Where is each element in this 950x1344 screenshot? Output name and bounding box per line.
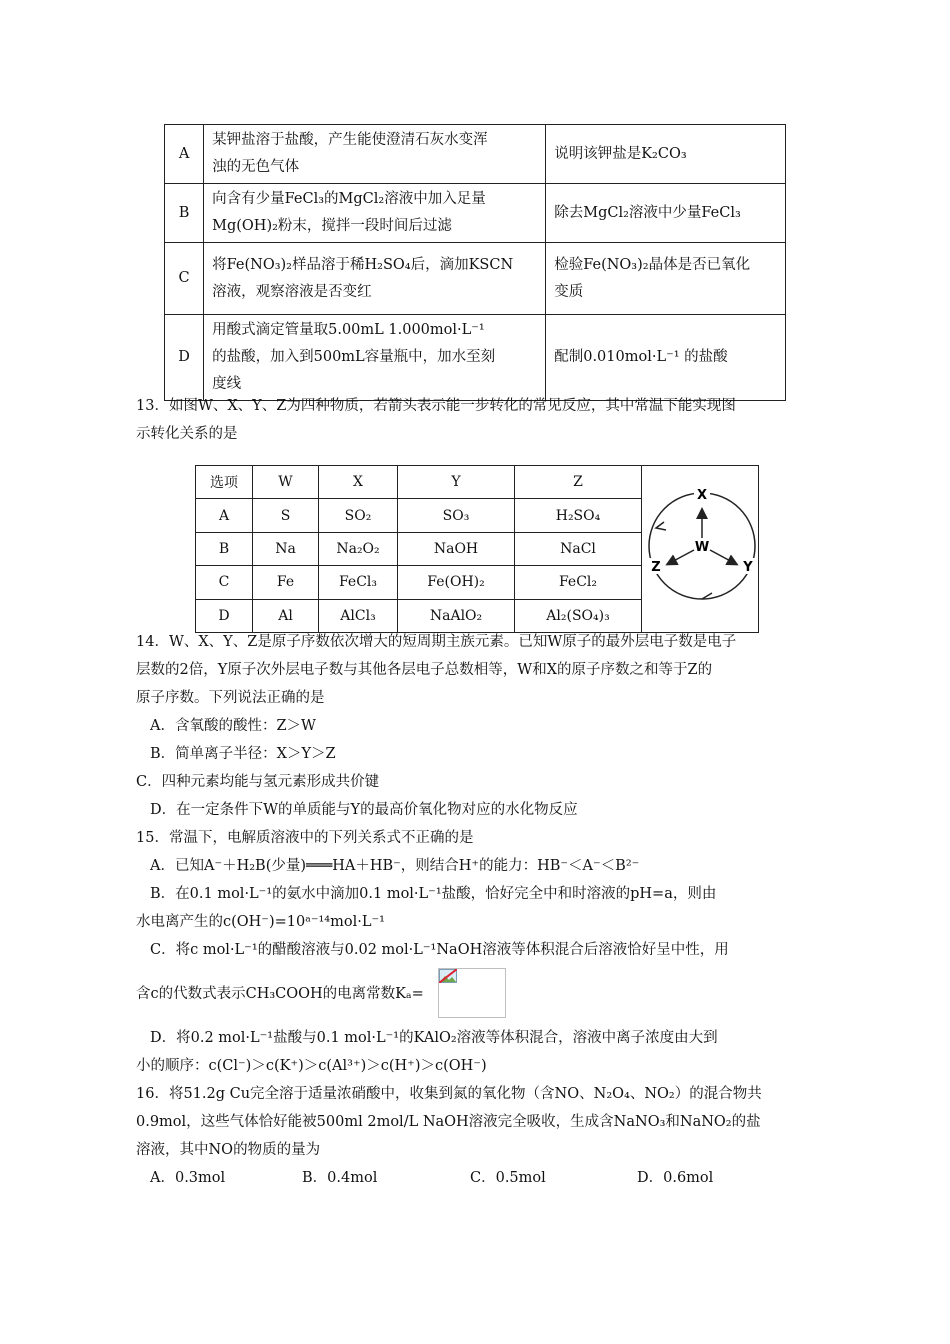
purpose-cell: [546, 315, 786, 401]
q14-stem-line: 14．W、X、Y、Z是原子序数依次增大的短周期主族元素。已知W原子的最外层电子数是电子: [136, 634, 737, 650]
cell-text: 溶液，观察溶液是否变红: [212, 283, 372, 300]
cell-text: 说明该钾盐是K₂CO₃: [554, 145, 687, 162]
table-row: [165, 184, 786, 243]
table-cell: D: [196, 599, 253, 632]
purpose-cell: [546, 125, 786, 184]
column-header: W: [253, 466, 319, 499]
cell-text: 某钾盐溶于盐酸，产生能使澄清石灰水变浑: [212, 132, 488, 148]
table-cell: NaAlO₂: [398, 599, 515, 632]
cell-text: 浊的无色气体: [212, 159, 300, 175]
node-z: Z: [651, 560, 661, 575]
table-cell: Al₂(SO₄)₃: [515, 599, 642, 632]
operation-cell: [204, 315, 546, 401]
table-cell: Na₂O₂: [319, 532, 398, 565]
purpose-cell: [546, 243, 786, 315]
cell-text: 的盐酸，加入到500mL容量瓶中，加水至刻: [212, 349, 496, 365]
q14-option-b: B．简单离子半径：X＞Y＞Z: [150, 746, 336, 762]
q16-stem-line: 0.9mol，这些气体恰好能被500ml 2mol/L NaOH溶液完全吸收，生成含NaNO₃和NaNO₂的盐: [136, 1114, 761, 1130]
node-w: W: [694, 540, 710, 555]
table-cell: B: [196, 532, 253, 565]
cell-text: 配制0.010mol·L⁻¹ 的盐酸: [554, 349, 728, 365]
table-cell: C: [196, 566, 253, 599]
cell-text: 向含有少量FeCl₃的MgCl₂溶液中加入足量: [212, 191, 486, 207]
option-label: D: [165, 315, 204, 401]
broken-image-icon: [439, 969, 457, 983]
table-cell: S: [253, 499, 319, 532]
table-cell: A: [196, 499, 253, 532]
option-label: C: [165, 243, 204, 315]
cell-text: 用酸式滴定管量取5.00mL 1.000mol·L⁻¹: [212, 322, 485, 338]
table-cell: FeCl₂: [515, 566, 642, 599]
table-cell: Al: [253, 599, 319, 632]
column-header: Z: [515, 466, 642, 499]
table-row: [165, 125, 786, 184]
column-header: X: [319, 466, 398, 499]
q14-stem-line: 原子序数。下列说法正确的是: [136, 690, 325, 706]
q15-option-d-cont: 小的顺序：c(Cl⁻)＞c(K⁺)＞c(Al³⁺)＞c(H⁺)＞c(OH⁻): [136, 1058, 487, 1074]
table-cell: Fe(OH)₂: [398, 566, 515, 599]
q15-option-b: B．在0.1 mol·L⁻¹的氨水中滴加0.1 mol·L⁻¹盐酸，恰好完全中和时溶液的pH=a，则由: [150, 886, 717, 902]
table-cell: AlCl₃: [319, 599, 398, 632]
table-cell: NaOH: [398, 532, 515, 565]
cell-text: Mg(OH)₂粉末，搅拌一段时间后过滤: [212, 218, 452, 234]
cell-text: 变质: [554, 283, 584, 300]
q16-option-a: A．0.3mol: [150, 1170, 226, 1186]
q15-option-c: C．将c mol·L⁻¹的醋酸溶液与0.02 mol·L⁻¹NaOH溶液等体积混合后溶液恰好呈中性，用: [150, 942, 729, 958]
table-cell: FeCl₃: [319, 566, 398, 599]
q14-stem-line: 层数的2倍，Y原子次外层电子数与其他各层电子总数相等，W和X的原子序数之和等于Z的: [136, 662, 713, 678]
operation-cell: [204, 125, 546, 184]
q13-stem-line: 13．如图W、X、Y、Z为四种物质，若箭头表示能一步转化的常见反应，其中常温下能实现图: [136, 398, 736, 414]
cell-text: 将Fe(NO₃)₂样品溶于稀H₂SO₄后，滴加KSCN: [212, 256, 514, 273]
formula-image-placeholder: [438, 968, 506, 1018]
table-cell: SO₂: [319, 499, 398, 532]
q12-table: [164, 124, 786, 401]
table-cell: H₂SO₄: [515, 499, 642, 532]
arrow-w-to-y: [710, 550, 736, 564]
q15-stem-line: 15．常温下，电解质溶液中的下列关系式不正确的是: [136, 830, 474, 846]
operation-cell: [204, 243, 546, 315]
q13-stem-line: 示转化关系的是: [136, 426, 238, 442]
table-cell: NaCl: [515, 532, 642, 565]
option-label: B: [165, 184, 204, 243]
q14-option-c: C．四种元素均能与氢元素形成共价键: [136, 774, 380, 790]
q14-option-a: A．含氧酸的酸性：Z＞W: [150, 718, 316, 734]
q16-stem-line: 溶液，其中NO的物质的量为: [136, 1142, 321, 1158]
conversion-diagram: [642, 466, 758, 628]
column-header: Y: [398, 466, 515, 499]
cell-text: 除去MgCl₂溶液中少量FeCl₃: [554, 204, 741, 221]
q16-option-d: D．0.6mol: [637, 1170, 714, 1186]
column-header: 选项: [196, 466, 253, 499]
q16-option-b: B．0.4mol: [302, 1170, 378, 1186]
table-cell: Fe: [253, 566, 319, 599]
table-cell: SO₃: [398, 499, 515, 532]
node-x: X: [696, 488, 708, 503]
cycle-arrowhead: [656, 522, 666, 530]
table-row: [165, 315, 786, 401]
q15-option-c-cont: 含c的代数式表示CH₃COOH的电离常数Kₐ=: [136, 986, 424, 1002]
q14-option-d: D．在一定条件下W的单质能与Y的最高价氧化物对应的水化物反应: [150, 802, 578, 818]
q13-table: [195, 465, 759, 633]
table-row: [165, 243, 786, 315]
q16-option-c: C．0.5mol: [470, 1170, 546, 1186]
cell-text: 度线: [212, 376, 242, 392]
arrow-w-to-z: [668, 550, 694, 564]
option-label: A: [165, 125, 204, 184]
node-y: Y: [743, 560, 753, 575]
q15-option-d: D．将0.2 mol·L⁻¹盐酸与0.1 mol·L⁻¹的KAlO₂溶液等体积混合，溶液中离子浓度由大到: [150, 1030, 718, 1046]
table-cell: Na: [253, 532, 319, 565]
operation-cell: [204, 184, 546, 243]
purpose-cell: [546, 184, 786, 243]
q15-option-a: A．已知A⁻＋H₂B(少量)═══HA＋HB⁻，则结合H⁺的能力：HB⁻＜A⁻＜B²⁻: [150, 858, 640, 874]
q15-option-b-cont: 水电离产生的c(OH⁻)=10ᵃ⁻¹⁴mol·L⁻¹: [136, 914, 385, 930]
table-header-row: [196, 466, 759, 499]
conversion-diagram-cell: [642, 466, 759, 633]
q16-stem-line: 16．将51.2g Cu完全溶于适量浓硝酸中，收集到氮的氧化物（含NO、N₂O₄、NO₂）的混合物共: [136, 1086, 762, 1102]
cell-text: 检验Fe(NO₃)₂晶体是否已氧化: [554, 256, 751, 273]
